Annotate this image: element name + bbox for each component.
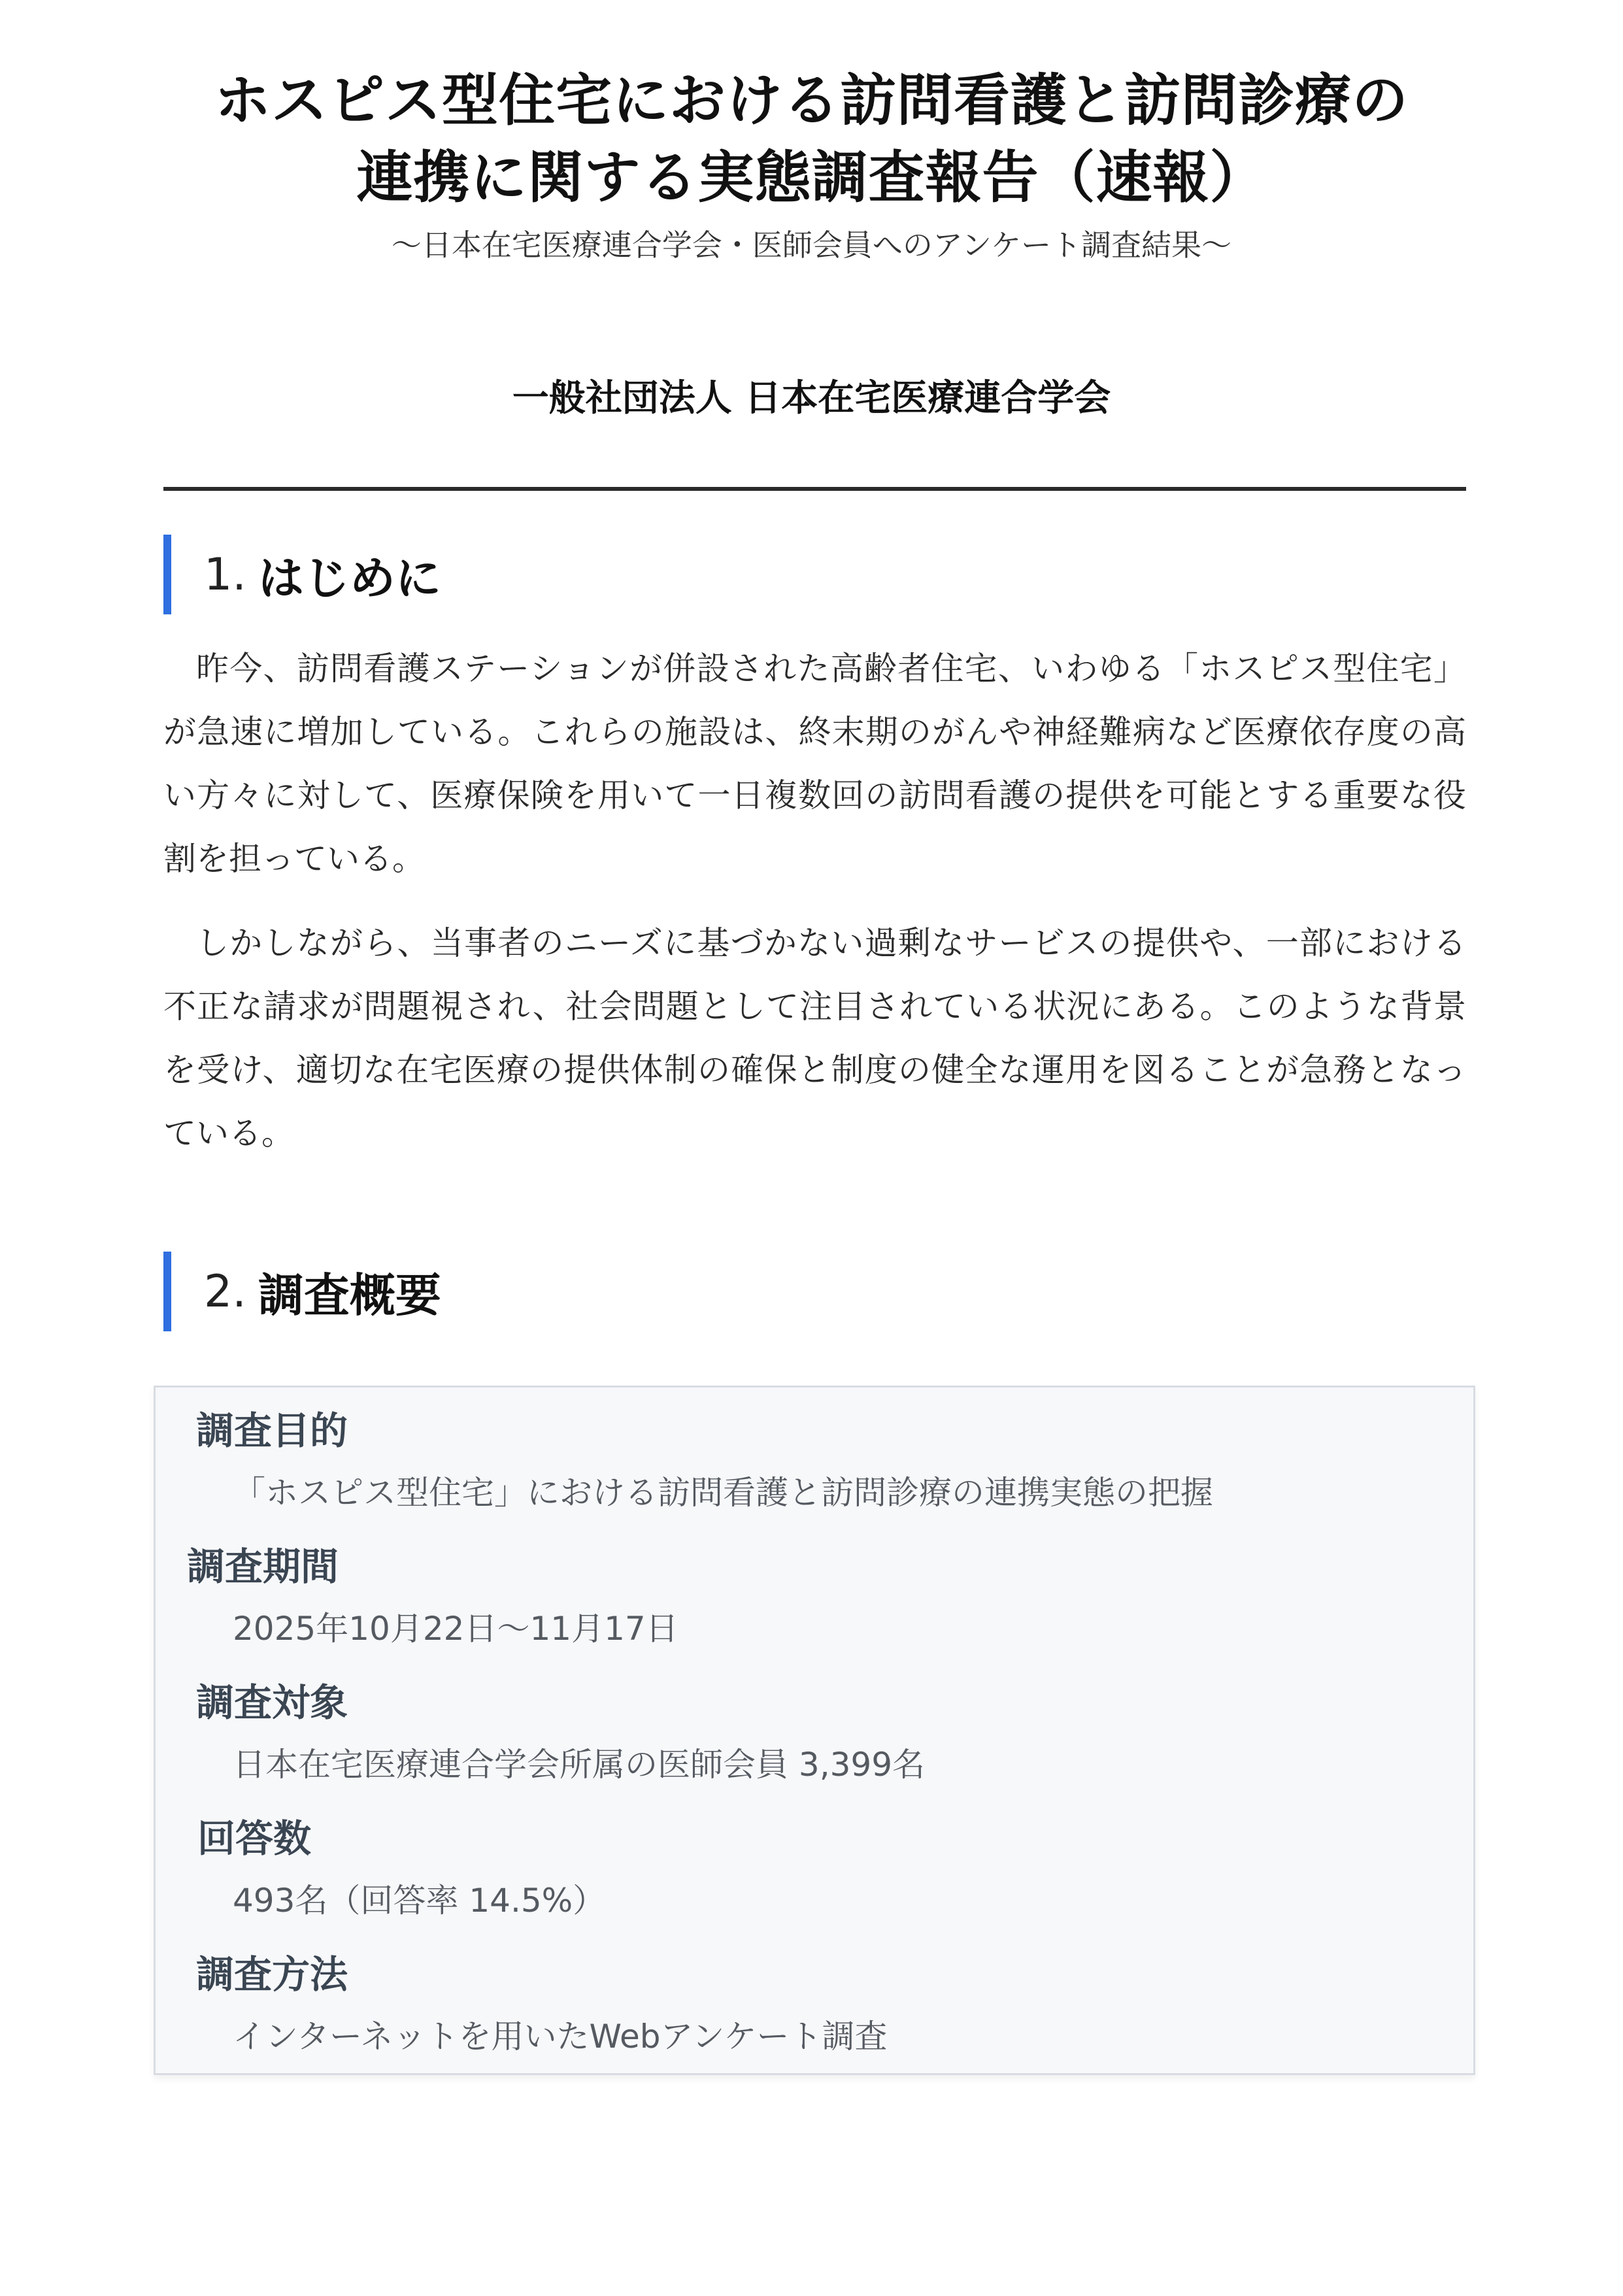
section-heading-introduction xyxy=(163,535,1466,614)
report-subtitle: 〜日本在宅医療連合学会・医師会員へのアンケート調査結果〜 xyxy=(391,227,1232,263)
summary-label-purpose: 調査目的 xyxy=(196,1408,348,1453)
report-title-line-1: ホスピス型住宅における訪問看護と訪問診療の xyxy=(214,68,1409,133)
header-divider xyxy=(163,487,1466,491)
summary-label-method: 調査方法 xyxy=(196,1952,348,1997)
summary-value-target: 日本在宅医療連合学会所属の医師会員 3,399名 xyxy=(233,1746,926,1784)
title-block xyxy=(0,62,1623,265)
report-title-line-2: 連携に関する実態調査報告（速報） xyxy=(356,145,1267,210)
section-title: はじめに xyxy=(258,551,441,605)
survey-summary-box xyxy=(154,1386,1475,2075)
summary-label-responses: 回答数 xyxy=(197,1816,312,1861)
summary-label-target: 調査対象 xyxy=(196,1680,348,1725)
summary-value-responses: 493名（回答率 14.5%） xyxy=(233,1882,606,1920)
section-heading-survey-overview xyxy=(163,1252,1466,1331)
section-number: 2. xyxy=(204,1265,246,1318)
organization-name: 一般社団法人 日本在宅医療連合学会 xyxy=(512,377,1111,420)
section-number: 1. xyxy=(204,548,246,601)
summary-value-period: 2025年10月22日〜11月17日 xyxy=(233,1610,678,1648)
intro-paragraph-1: 昨今、訪問看護ステーションが併設された高齢者住宅、いわゆる「ホスピス型住宅」が急速に増加している。これらの施設は、終末期のがんや神経難病など医療依存度の高い方々に対して、医療保険を用いて一日複数回の訪問看護の提供を可能とする重要な役割を担っている。 xyxy=(163,650,1466,878)
summary-label-period: 調査期間 xyxy=(187,1544,339,1589)
section-title: 調査概要 xyxy=(258,1268,441,1322)
summary-value-method: インターネットを用いたWebアンケート調査 xyxy=(233,2018,888,2055)
intro-paragraph-2: しかしながら、当事者のニーズに基づかない過剰なサービスの提供や、一部における不正な請求が問題視され、社会問題として注目されている状況にある。このような背景を受け、適切な在宅医療の提供体制の確保と制度の健全な運用を図ることが急務となっている。 xyxy=(163,924,1466,1152)
summary-value-purpose: 「ホスピス型住宅」における訪問看護と訪問診療の連携実態の把握 xyxy=(233,1474,1213,1512)
